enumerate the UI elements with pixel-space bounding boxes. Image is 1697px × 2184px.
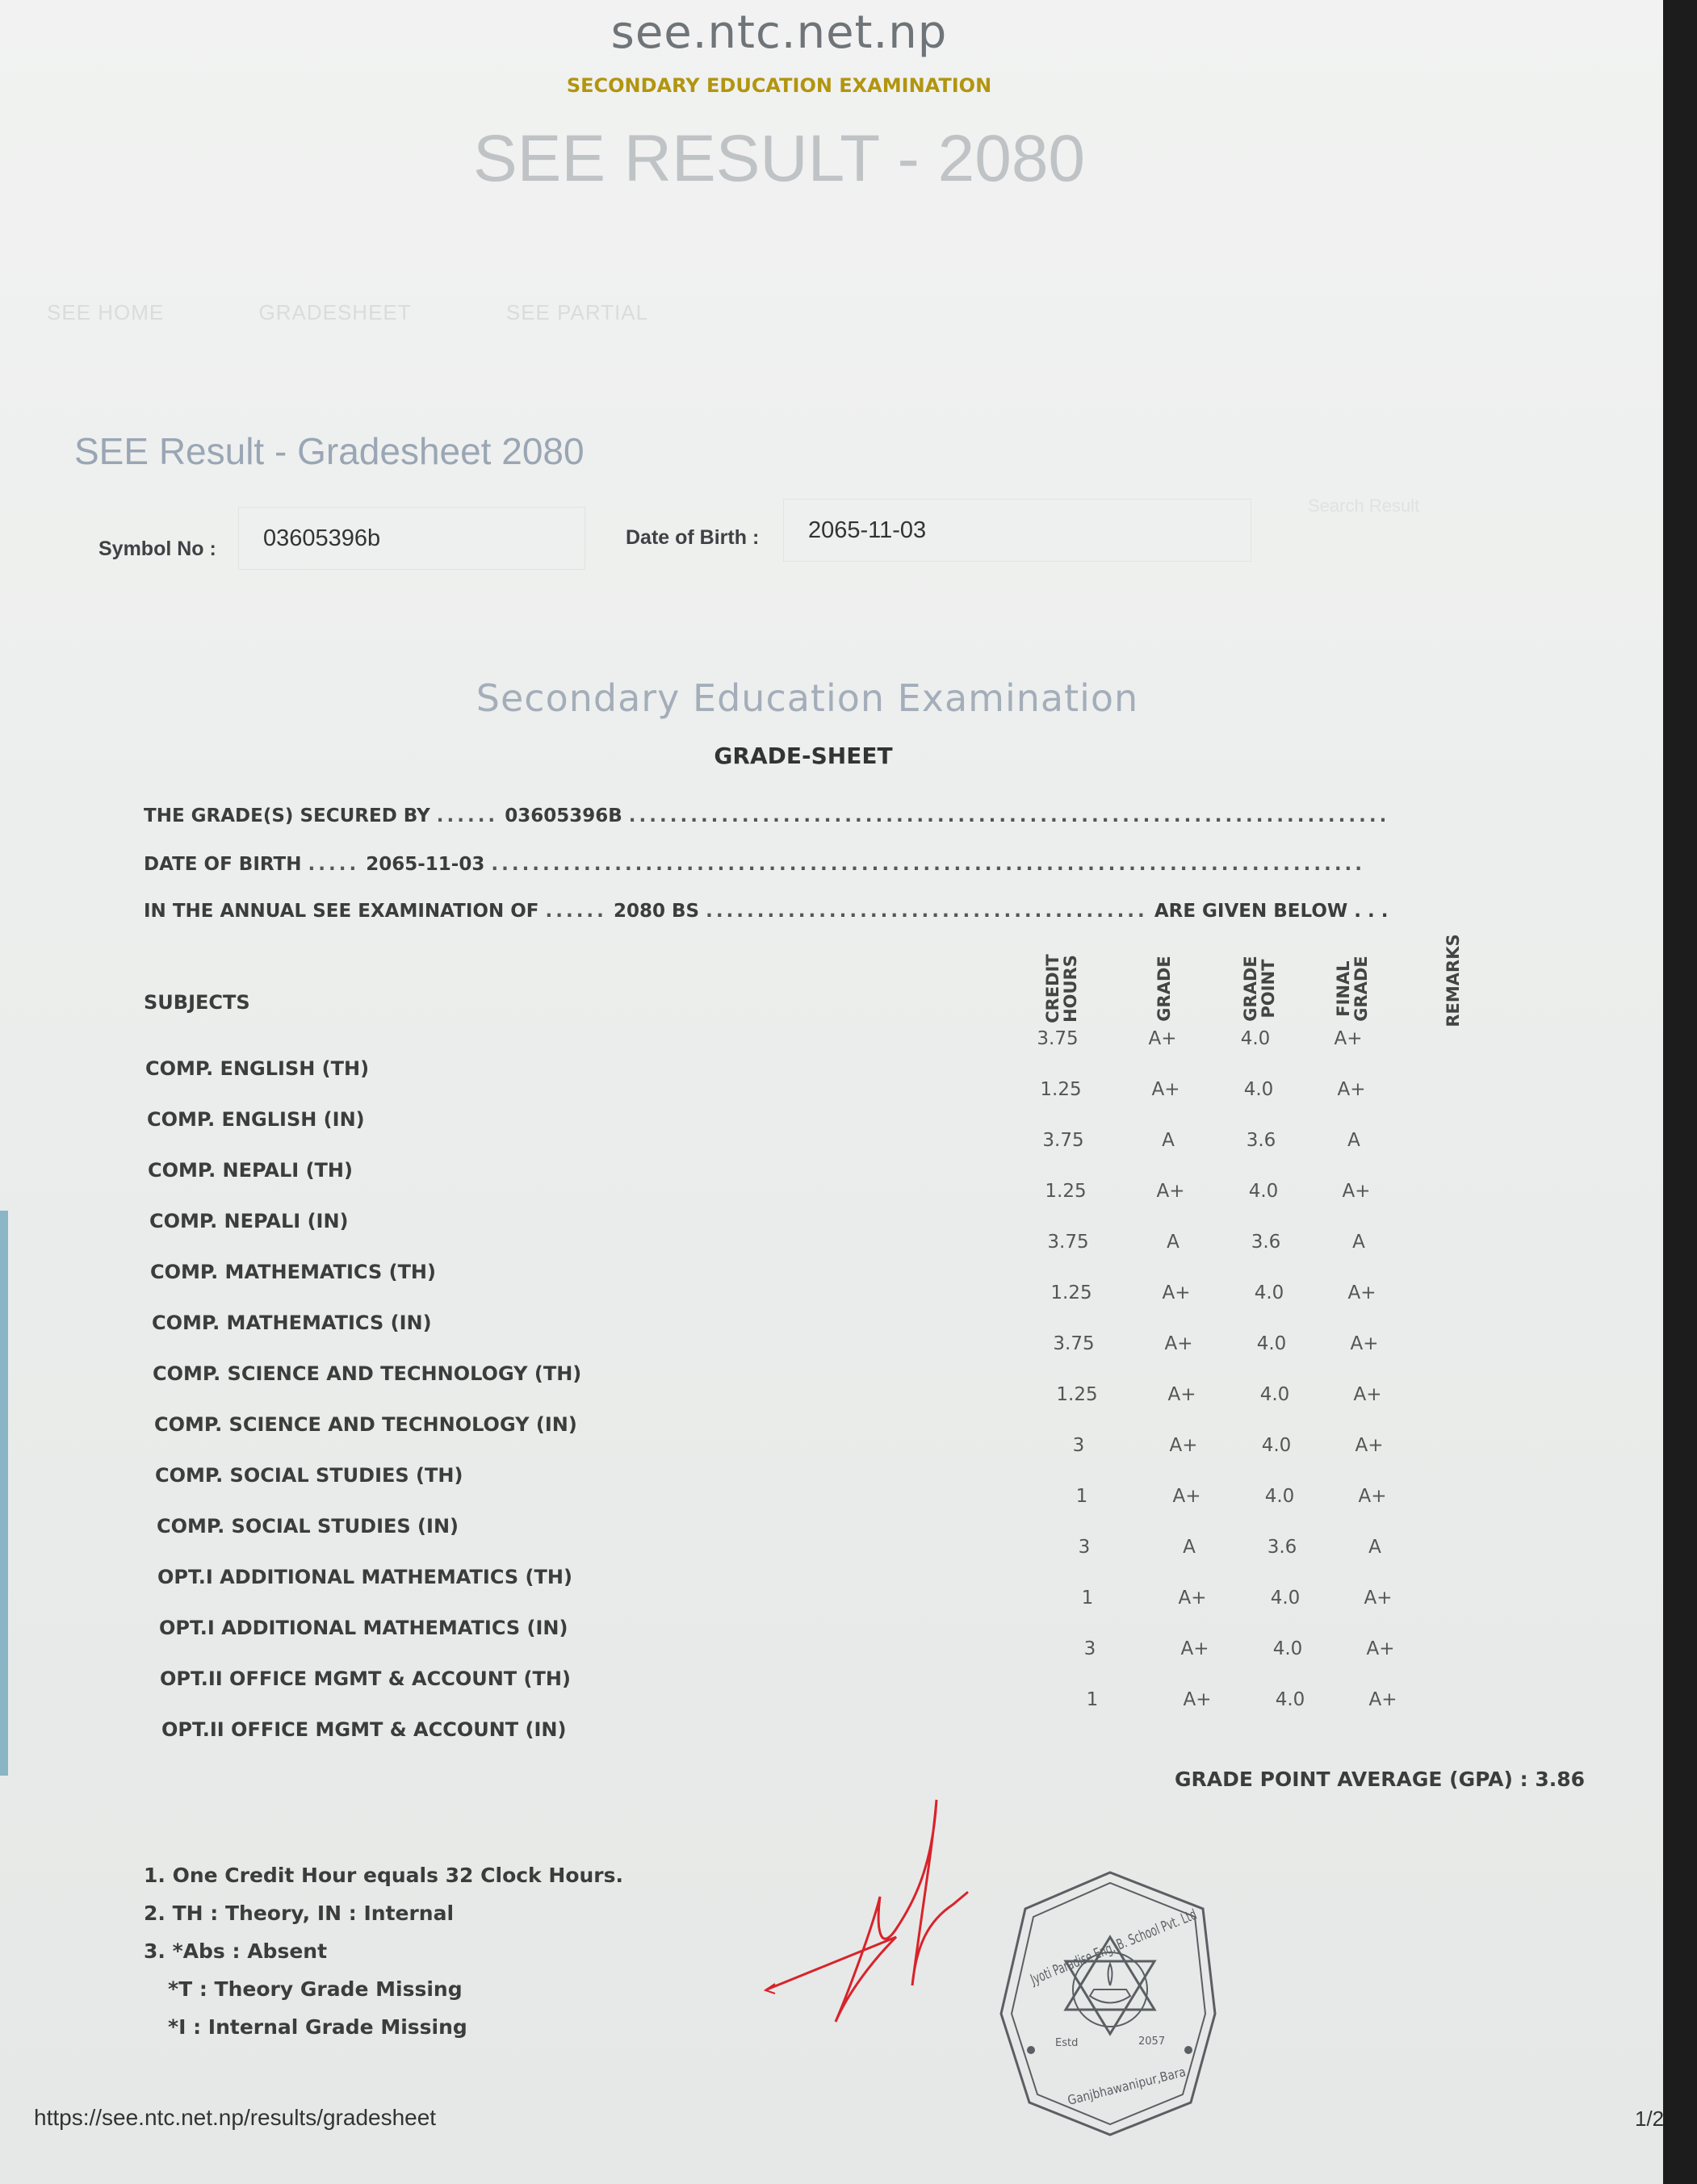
final-cell: A <box>1368 1537 1381 1558</box>
col-grade-point: GRADE POINT <box>1241 956 1278 1022</box>
note-item: 2. TH : Theory, IN : Internal <box>144 1902 455 1925</box>
given-below: ARE GIVEN BELOW . . . <box>1154 901 1389 922</box>
grade-cell: A <box>1162 1130 1175 1151</box>
credit-cell: 1 <box>1075 1486 1088 1507</box>
point-cell: 4.0 <box>1248 1181 1279 1202</box>
secured-by-value: 03605396B <box>505 805 622 826</box>
gradesheet-heading: Secondary Education Examination <box>476 676 1139 720</box>
final-cell: A <box>1352 1232 1365 1253</box>
credit-cell: 1.25 <box>1040 1079 1082 1100</box>
grade-cell: A+ <box>1172 1486 1201 1507</box>
page-number: 1/2 <box>1635 2107 1665 2131</box>
note-item: 3. *Abs : Absent <box>144 1939 328 1963</box>
footer-url[interactable]: https://see.ntc.net.np/results/gradesheet <box>34 2105 437 2130</box>
final-cell: A+ <box>1368 1689 1397 1710</box>
site-title: see.ntc.net.np <box>610 6 948 59</box>
point-cell: 3.6 <box>1267 1537 1297 1558</box>
point-cell: 4.0 <box>1243 1079 1274 1100</box>
result-title: SEE RESULT - 2080 <box>472 122 1086 195</box>
grade-cell: A+ <box>1156 1181 1185 1202</box>
credit-cell: 1.25 <box>1045 1181 1087 1202</box>
gradesheet-label: GRADE-SHEET <box>714 743 893 769</box>
subject-cell: COMP. ENGLISH (IN) <box>147 1108 365 1131</box>
symbol-label: Symbol No : <box>98 538 216 560</box>
exam-subtitle: SECONDARY EDUCATION EXAMINATION <box>566 74 992 97</box>
subject-cell: COMP. SCIENCE AND TECHNOLOGY (TH) <box>153 1362 582 1385</box>
point-cell: 4.0 <box>1254 1282 1284 1303</box>
col-grade: GRADE <box>1154 956 1174 1022</box>
point-cell: 4.0 <box>1264 1486 1295 1507</box>
final-cell: A+ <box>1358 1486 1387 1507</box>
exam-line: IN THE ANNUAL SEE EXAMINATION OF ...... 2080 BS ........................................... ARE GIVEN BELOW . . . <box>144 901 1389 922</box>
credit-cell: 1.25 <box>1050 1282 1092 1303</box>
grade-cell: A+ <box>1167 1384 1196 1405</box>
note-item: *T : Theory Grade Missing <box>168 1977 463 2001</box>
credit-cell: 3.75 <box>1037 1028 1079 1049</box>
grade-cell: A+ <box>1169 1435 1198 1456</box>
subject-cell: COMP. SOCIAL STUDIES (IN) <box>157 1515 459 1538</box>
subject-cell: COMP. NEPALI (IN) <box>149 1210 349 1232</box>
grade-cell: A+ <box>1148 1028 1177 1049</box>
note-item: 1. One Credit Hour equals 32 Clock Hours. <box>144 1864 623 1887</box>
svg-text:Jyoti Paradise Eng. B. School: Jyoti Paradise Eng. B. School Pvt. Ltd <box>1028 1872 1282 1989</box>
grade-cell: A+ <box>1180 1638 1209 1659</box>
nav-gradesheet[interactable]: GRADESHEET <box>258 300 412 324</box>
exam-line-label: IN THE ANNUAL SEE EXAMINATION OF <box>144 901 539 922</box>
point-cell: 4.0 <box>1240 1028 1271 1049</box>
subject-cell: COMP. ENGLISH (TH) <box>145 1057 370 1080</box>
credit-cell: 1.25 <box>1056 1384 1098 1405</box>
svg-text:Estd: Estd <box>1055 2037 1079 2049</box>
credit-cell: 3 <box>1083 1638 1096 1659</box>
nav-bar <box>47 300 737 325</box>
grade-cell: A+ <box>1164 1333 1193 1354</box>
subject-cell: COMP. SCIENCE AND TECHNOLOGY (IN) <box>154 1413 577 1436</box>
subject-cell: COMP. MATHEMATICS (IN) <box>152 1312 432 1334</box>
grade-cell: A <box>1167 1232 1180 1253</box>
final-cell: A+ <box>1337 1079 1366 1100</box>
nav-see-home[interactable]: SEE HOME <box>47 300 165 324</box>
credit-cell: 3 <box>1078 1537 1091 1558</box>
credit-cell: 3.75 <box>1053 1333 1095 1354</box>
grade-cell: A+ <box>1151 1079 1180 1100</box>
search-button[interactable]: Search Result <box>1308 496 1420 516</box>
dob-line-value: 2065-11-03 <box>366 854 485 875</box>
final-cell: A <box>1347 1130 1360 1151</box>
note-item: *I : Internal Grade Missing <box>168 2015 467 2039</box>
subject-cell: COMP. SOCIAL STUDIES (TH) <box>155 1464 463 1487</box>
nav-see-partial[interactable]: SEE PARTIAL <box>505 300 649 324</box>
left-edge <box>0 1211 8 1776</box>
col-final-grade: FINAL GRADE <box>1334 956 1371 1022</box>
dark-edge <box>1663 0 1697 2184</box>
col-remarks: REMARKS <box>1443 934 1463 1027</box>
table-row <box>161 1689 1453 1749</box>
col-credit-hours: CREDIT HOURS <box>1043 954 1080 1023</box>
credit-cell: 3.75 <box>1042 1130 1084 1151</box>
secured-by-line: THE GRADE(S) SECURED BY ...... 03605396B .......................................................................... <box>144 805 1390 826</box>
dob-label: Date of Birth : <box>626 526 760 549</box>
page-title: SEE Result - Gradesheet 2080 <box>74 430 585 472</box>
dob-line-label: DATE OF BIRTH <box>144 854 302 875</box>
subjects-header: SUBJECTS <box>144 991 250 1014</box>
subject-cell: OPT.II OFFICE MGMT & ACCOUNT (TH) <box>160 1667 571 1690</box>
dob-line: DATE OF BIRTH ..... 2065-11-03 ..................................................................................... <box>144 854 1366 875</box>
final-cell: A+ <box>1350 1333 1379 1354</box>
school-seal <box>989 1860 1282 2143</box>
grade-cell: A+ <box>1162 1282 1191 1303</box>
credit-cell: 3 <box>1072 1435 1085 1456</box>
final-cell: A+ <box>1364 1588 1393 1609</box>
credit-cell: 1 <box>1081 1588 1094 1609</box>
point-cell: 4.0 <box>1272 1638 1303 1659</box>
point-cell: 4.0 <box>1259 1384 1290 1405</box>
subject-cell: OPT.I ADDITIONAL MATHEMATICS (IN) <box>159 1617 568 1639</box>
grade-cell: A+ <box>1183 1689 1212 1710</box>
final-cell: A+ <box>1342 1181 1371 1202</box>
final-cell: A+ <box>1347 1282 1376 1303</box>
svg-text:2057: 2057 <box>1138 2035 1166 2048</box>
svg-text:Ganjbhawanipur,Bara: Ganjbhawanipur,Bara <box>1066 2059 1206 2108</box>
grade-cell: A <box>1183 1537 1196 1558</box>
final-cell: A+ <box>1353 1384 1382 1405</box>
dob-input[interactable]: 2065-11-03 <box>783 499 1251 562</box>
exam-line-value: 2080 BS <box>613 901 700 922</box>
point-cell: 3.6 <box>1246 1130 1276 1151</box>
subject-cell: OPT.II OFFICE MGMT & ACCOUNT (IN) <box>161 1718 567 1741</box>
gpa-value: GRADE POINT AVERAGE (GPA) : 3.86 <box>1175 1768 1586 1791</box>
notes-list <box>144 1856 623 2046</box>
point-cell: 3.6 <box>1251 1232 1281 1253</box>
signature <box>759 1792 977 2034</box>
final-cell: A+ <box>1355 1435 1384 1456</box>
secured-by-label: THE GRADE(S) SECURED BY <box>144 805 430 826</box>
final-cell: A+ <box>1366 1638 1395 1659</box>
credit-cell: 1 <box>1086 1689 1099 1710</box>
subject-cell: COMP. NEPALI (TH) <box>148 1159 353 1182</box>
symbol-input[interactable]: 03605396b <box>238 507 585 570</box>
credit-cell: 3.75 <box>1047 1232 1089 1253</box>
point-cell: 4.0 <box>1270 1588 1301 1609</box>
final-cell: A+ <box>1334 1028 1363 1049</box>
grade-cell: A+ <box>1178 1588 1207 1609</box>
point-cell: 4.0 <box>1261 1435 1292 1456</box>
point-cell: 4.0 <box>1256 1333 1287 1354</box>
subject-cell: COMP. MATHEMATICS (TH) <box>150 1261 436 1283</box>
subject-cell: OPT.I ADDITIONAL MATHEMATICS (TH) <box>157 1566 572 1588</box>
point-cell: 4.0 <box>1275 1689 1305 1710</box>
